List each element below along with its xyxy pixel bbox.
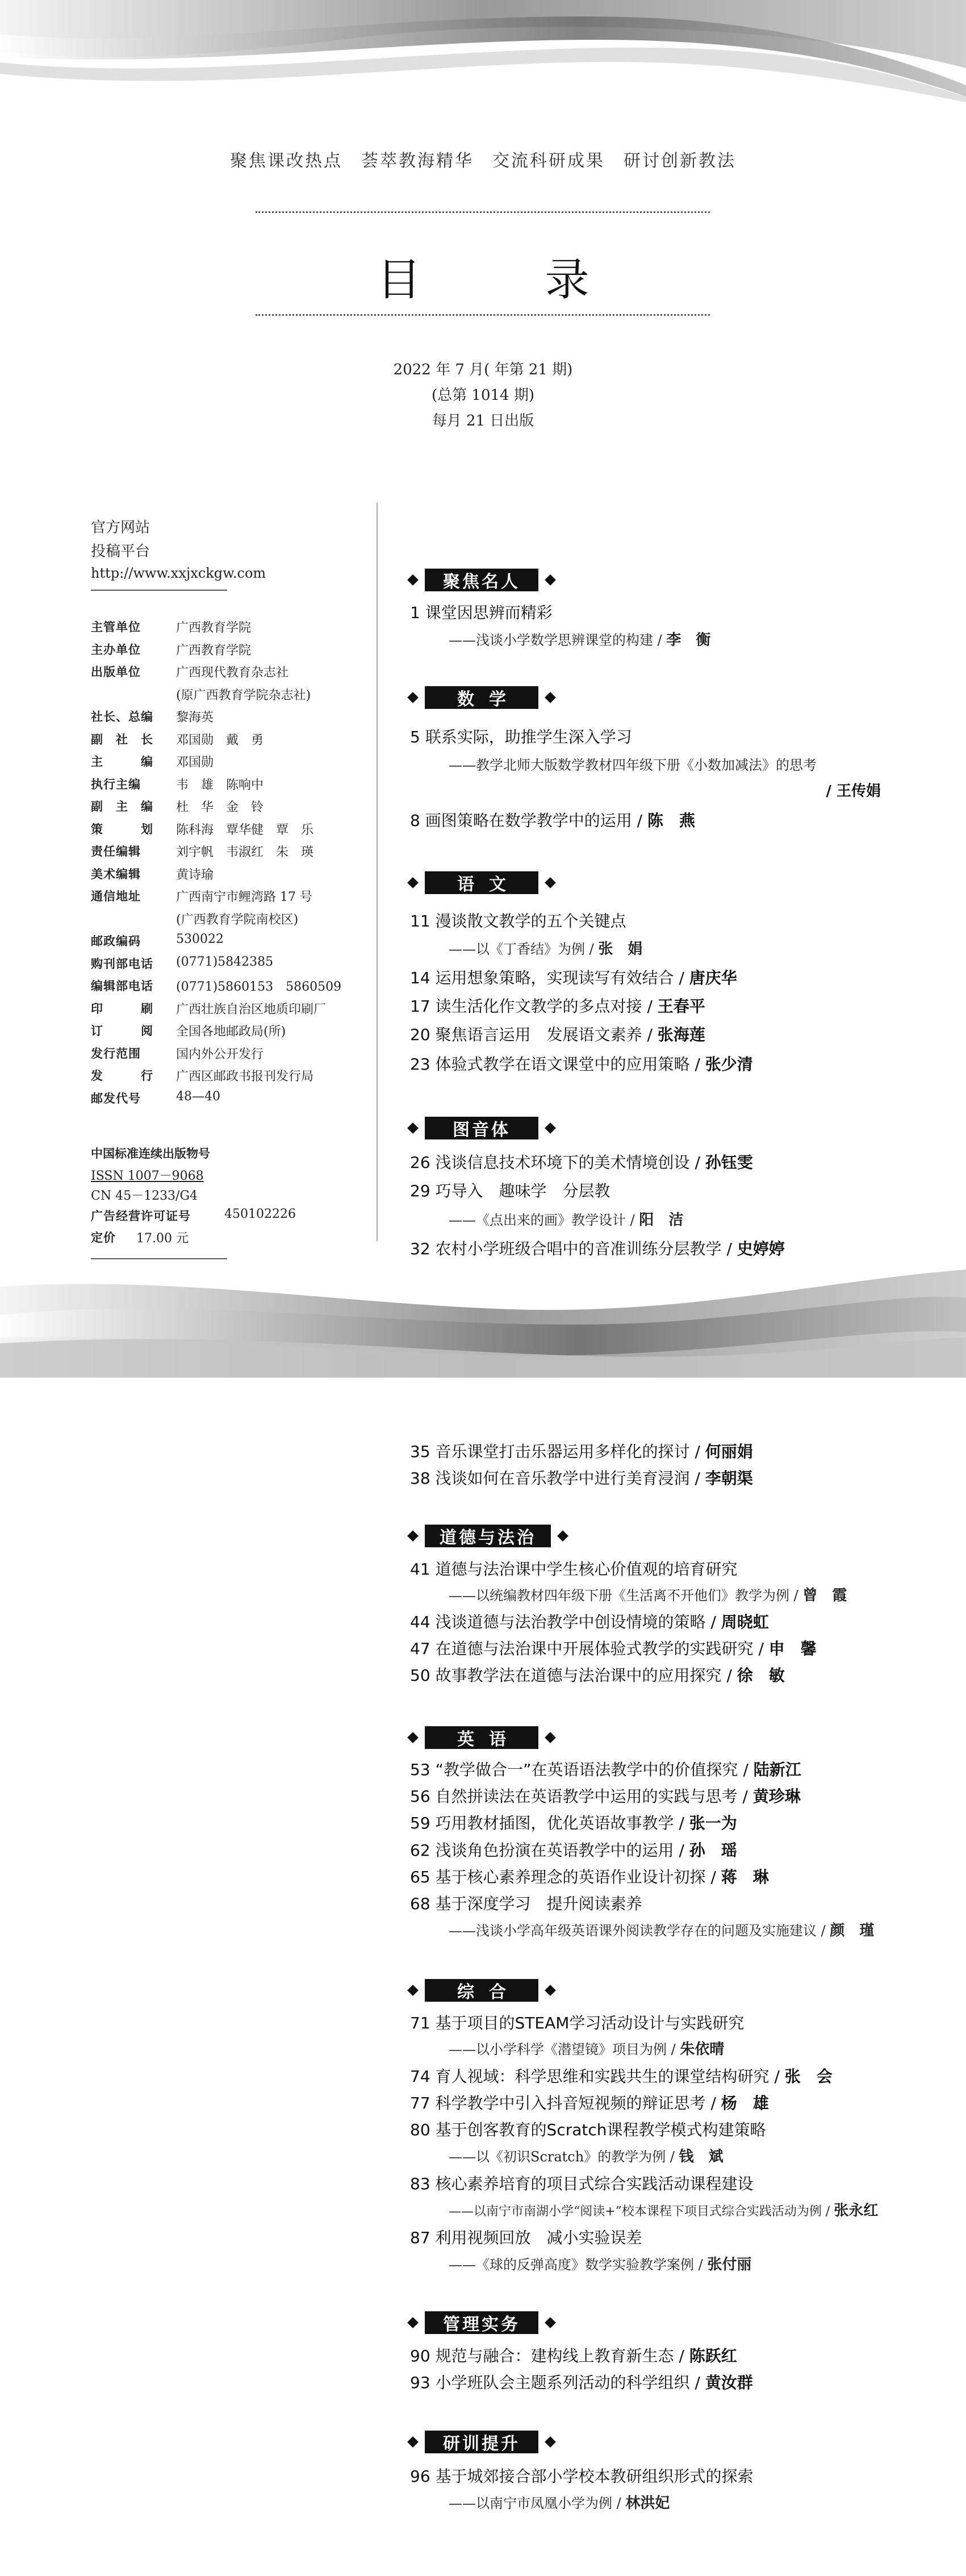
issue-publish: 每月 21 日出版: [432, 412, 534, 429]
diamond-icon: [545, 692, 556, 703]
section-header-ethics: 道德与法治: [409, 1523, 567, 1549]
toc-item[interactable]: 23 体验式教学在语文课堂中的应用策略 / 张少清: [410, 1055, 753, 1074]
masthead-row: [91, 663, 288, 680]
masthead-row-label: 社长、总编: [91, 710, 153, 724]
diamond-icon: [557, 1530, 568, 1542]
diamond-icon: [545, 574, 556, 586]
price-row: [91, 1229, 189, 1246]
masthead-row-value: 全国各地邮政局(所): [176, 1025, 286, 1039]
masthead-row-value: 韦 雄 陈响中: [176, 778, 264, 792]
slogan: 聚焦课改热点 荟萃教海精华 交流科研成果 研讨创新教法: [230, 151, 736, 171]
masthead-divider: [91, 590, 227, 591]
masthead-row-value: 邓国勋 戴 勇: [176, 733, 264, 748]
site-url[interactable]: http://www.xxjxckgw.com: [91, 565, 266, 581]
toc-item[interactable]: 5 联系实际，助推学生深入学习: [410, 728, 632, 746]
toc-item[interactable]: 87 利用视频回放 减小实验误差: [410, 2228, 642, 2247]
serial-label: 中国标准连续出版物号: [91, 1147, 210, 1160]
masthead-row-value: (广西教育学院南校区): [176, 912, 299, 927]
toc-item[interactable]: 41 道德与法治课中学生核心价值观的培育研究: [410, 1560, 738, 1579]
masthead-row-label: 美术编辑: [91, 867, 141, 881]
ad-license-row: [91, 1207, 296, 1224]
masthead-row-value: 广西教育学院: [176, 643, 252, 658]
masthead-row-label: [91, 686, 176, 703]
masthead-row-value: 48—40: [176, 1089, 220, 1104]
masthead-row: [91, 1045, 264, 1062]
section-header-chinese: 语文: [409, 870, 554, 896]
toc-item[interactable]: 83 核心素养培育的项目式综合实践活动课程建设: [410, 2174, 754, 2193]
toc-item[interactable]: 38 浅谈如何在音乐教学中进行美育浸润 / 李朝渠: [410, 1469, 753, 1488]
masthead-row-value: 广西区邮政书报刊发行局: [176, 1070, 314, 1084]
toc-subtitle: ——《球的反弹高度》数学实验教学案例 / 张付丽: [449, 2256, 752, 2273]
toc-item[interactable]: 11 漫谈散文教学的五个关键点: [410, 912, 626, 930]
diamond-icon: [407, 692, 419, 703]
masthead-row-value: 广西教育学院: [176, 621, 252, 635]
section-header-management: 管理实务: [409, 2310, 554, 2336]
masthead-row-value: 广西南宁市鲤湾路 17 号: [176, 890, 312, 904]
masthead-row: [91, 1067, 313, 1084]
masthead-row-value: 国内外公开发行: [176, 1047, 264, 1062]
masthead-row-label: [91, 910, 176, 928]
masthead-row: [91, 820, 313, 838]
masthead-row-label: 出版单位: [91, 665, 141, 679]
diamond-icon: [545, 2317, 556, 2328]
toc-item[interactable]: 96 基于城郊接合部小学校本教研组织形式的探索: [410, 2467, 754, 2486]
toc-item[interactable]: 68 基于深度学习 提升阅读素养: [410, 1894, 642, 1913]
masthead-row: [91, 955, 273, 972]
masthead-row-label: 通信地址: [91, 890, 141, 903]
masthead-row: [91, 708, 214, 725]
diamond-icon: [407, 2317, 419, 2328]
diamond-icon: [407, 1985, 419, 1996]
masthead-row-label: 购刊部电话: [91, 957, 153, 971]
toc-item[interactable]: 17 读生活化作文教学的多点对接 / 王春平: [410, 997, 705, 1016]
masthead-row-value: 刘宇帆 韦淑红 朱 瑛: [176, 845, 314, 859]
masthead-row-label: 发行范围: [91, 1046, 141, 1061]
toc-item[interactable]: 14 运用想象策略，实现读写有效结合 / 唐庆华: [410, 968, 737, 987]
diamond-icon: [407, 877, 419, 888]
submission-label: 投稿平台: [91, 543, 150, 560]
diamond-icon: [407, 1122, 419, 1134]
dotted-divider-bottom: [256, 314, 710, 316]
diamond-icon: [545, 1122, 556, 1134]
toc-item[interactable]: 71 基于项目的STEAM学习活动设计与实践研究: [410, 2014, 745, 2032]
official-site-label: 官方网站: [91, 519, 150, 536]
diamond-icon: [545, 2436, 556, 2448]
toc-subtitle: ——《点出来的画》教学设计 / 阳 洁: [449, 1212, 684, 1229]
dotted-divider-top: [256, 211, 710, 213]
section-header-arts: 图音体: [409, 1115, 554, 1141]
masthead-row: [91, 618, 251, 636]
masthead-row: [91, 775, 264, 793]
diamond-icon: [545, 1985, 556, 1996]
masthead-row-label: 印 刷: [91, 1001, 153, 1016]
masthead-row-label: 发 行: [91, 1069, 153, 1083]
toc-item[interactable]: 20 聚焦语言运用 发展语文素养 / 张海莲: [410, 1025, 705, 1044]
masthead-row-value: 陈科海 覃华健 覃 乐: [176, 823, 314, 837]
toc-subtitle: ——以南宁市南湖小学“阅读+”校本课程下项目式综合实践活动为例 / 张永红: [449, 2202, 879, 2219]
masthead-row-value: 黄诗瑜: [176, 867, 214, 882]
toc-item[interactable]: 44 浅谈道德与法治教学中创设情境的策略 / 周晓虹: [410, 1613, 769, 1631]
masthead-row-label: 副 主 编: [91, 800, 153, 813]
diamond-icon: [407, 1530, 419, 1542]
section-header-training: 研训提升: [409, 2429, 554, 2455]
toc-item[interactable]: 80 基于创客教育的Scratch课程教学模式构建策略: [410, 2120, 766, 2139]
toc-subtitle: ——浅谈小学数学思辨课堂的构建 / 李 衡: [449, 632, 711, 649]
masthead-row-label: 策 划: [91, 822, 153, 836]
toc-item[interactable]: 50 故事教学法在道德与法治课中的应用探究 / 徐 敏: [410, 1666, 785, 1685]
toc-page-2: [0, 1377, 966, 2576]
masthead-row-label: 主管单位: [91, 620, 141, 634]
diamond-icon: [545, 1732, 556, 1743]
masthead-row: [91, 753, 214, 770]
issn: ISSN 1007－9068: [91, 1169, 204, 1183]
toc-item[interactable]: 59 巧用教材插图，优化英语故事教学 / 张一为: [410, 1814, 737, 1832]
masthead-row-value: (0771)5842385: [176, 954, 274, 969]
toc-item[interactable]: 56 自然拼读法在英语教学中运用的实践与思考 / 黄珍琳: [410, 1787, 801, 1806]
toc-item[interactable]: 29 巧导入 趣味学 分层教: [410, 1181, 610, 1200]
masthead-row-label: 主办单位: [91, 642, 141, 657]
toc-subtitle: ——教学北师大版数学教材四年级下册《小数加减法》的思考: [449, 757, 817, 773]
masthead-row-value: (0771)5860153 5860509: [176, 980, 342, 994]
price-label: 定价: [91, 1231, 116, 1245]
cn-number: CN 45－1233/G4: [91, 1189, 198, 1203]
masthead-row-value: (原广西教育学院杂志社): [176, 688, 311, 703]
toc-item[interactable]: 1 课堂因思辨而精彩: [410, 603, 553, 622]
masthead-row-label: 邮政编码: [91, 934, 141, 948]
issue-total: (总第 1014 期): [432, 387, 534, 404]
toc-item[interactable]: 26 浅谈信息技术环境下的美术情境创设 / 孙钰雯: [410, 1153, 753, 1172]
masthead-row-label: 副 社 长: [91, 732, 153, 746]
masthead-row: [91, 1000, 326, 1017]
section-header-math: 数学: [409, 684, 554, 711]
masthead-row-value: 黎海英: [176, 711, 214, 725]
masthead-row-label: 主 编: [91, 755, 153, 769]
masthead-row: [91, 842, 313, 860]
toc-subtitle: ——以《初识Scratch》的教学为例 / 钱 斌: [449, 2148, 724, 2165]
page-title: 目 录: [377, 254, 629, 306]
masthead-row-value: 邓国勋: [176, 755, 214, 770]
masthead-row: [91, 1089, 220, 1107]
masthead-row: [91, 977, 341, 995]
wave-banner-bottom: [0, 1270, 966, 1377]
section-header-english: 英语: [409, 1725, 554, 1751]
masthead-row: [91, 686, 311, 703]
section-header-comprehensive: 综合: [409, 1977, 554, 2003]
masthead-row-value: 杜 华 金 铃: [176, 800, 264, 815]
toc-item[interactable]: 65 基于核心素养理念的英语作业设计初探 / 蒋 琳: [410, 1868, 769, 1886]
ad-license-label: 广告经营许可证号: [91, 1209, 191, 1223]
toc-author: / 王传娟: [826, 783, 881, 800]
column-divider: [377, 503, 378, 1241]
masthead-row-label: 执行主编: [91, 777, 141, 791]
toc-subtitle: ——以《丁香结》为例 / 张 娟: [449, 941, 643, 958]
ad-license-value: 450102226: [224, 1207, 296, 1221]
masthead-row: [91, 865, 214, 883]
masthead-row: [91, 798, 264, 815]
masthead-row-label: 订 阅: [91, 1024, 153, 1038]
toc-item[interactable]: 77 科学教学中引入抖音短视频的辩证思考 / 杨 雄: [410, 2094, 769, 2112]
masthead-row: [91, 887, 312, 905]
toc-item[interactable]: 62 浅谈角色扮演在英语教学中的运用 / 孙 瑶: [410, 1841, 737, 1860]
masthead-row-label: 责任编辑: [91, 845, 141, 858]
masthead-row: [91, 730, 264, 748]
price-value: 17.00 元: [136, 1231, 189, 1246]
toc-item[interactable]: 74 育人视域：科学思维和实践共生的课堂结构研究 / 张 会: [410, 2067, 833, 2086]
diamond-icon: [407, 1732, 419, 1743]
masthead-row-label: 邮发代号: [91, 1091, 141, 1105]
toc-subtitle: ——以南宁市凤凰小学为例 / 林洪妃: [449, 2495, 670, 2512]
masthead-row: [91, 932, 224, 949]
wave-banner-top: [0, 0, 966, 108]
masthead-row-value: 530022: [176, 932, 224, 946]
toc-item[interactable]: 47 在道德与法治课中开展体验式教学的实践研究 / 申 馨: [410, 1639, 817, 1658]
toc-item[interactable]: 8 画图策略在数学教学中的运用 / 陈 燕: [410, 811, 695, 830]
section-header-famous: 聚焦名人: [409, 567, 554, 593]
toc-subtitle: ——浅谈小学高年级英语课外阅读教学存在的问题及实施建议 / 颜 瑾: [449, 1922, 875, 1939]
toc-item[interactable]: 93 小学班队会主题系列活动的科学组织 / 黄汝群: [410, 2373, 753, 2392]
diamond-icon: [407, 574, 419, 586]
issue-date: 2022 年 7 月( 年第 21 期): [393, 361, 573, 378]
masthead-row-value: 广西壮族自治区地质印刷厂: [176, 1002, 327, 1017]
diamond-icon: [407, 2436, 419, 2448]
toc-item[interactable]: 32 农村小学班级合唱中的音准训练分层教学 / 史婷婷: [410, 1239, 785, 1258]
masthead-row: [91, 641, 251, 658]
toc-item[interactable]: 90 规范与融合：建构线上教育新生态 / 陈跃红: [410, 2347, 737, 2365]
masthead-row-label: 编辑部电话: [91, 979, 153, 993]
toc-item[interactable]: 53 “教学做合一”在英语语法教学中的价值探究 / 陆新江: [410, 1760, 801, 1779]
masthead-row: [91, 910, 298, 928]
toc-item[interactable]: 35 音乐课堂打击乐器运用多样化的探讨 / 何丽娟: [410, 1442, 753, 1461]
masthead-divider-bottom: [91, 1258, 227, 1259]
diamond-icon: [545, 877, 556, 888]
toc-subtitle: ——以统编教材四年级下册《生活离不开他们》教学为例 / 曾 霞: [449, 1587, 847, 1604]
masthead-row: [91, 1022, 286, 1039]
toc-subtitle: ——以小学科学《潜望镜》项目为例 / 朱依晴: [449, 2041, 725, 2058]
masthead-row-value: 广西现代教育杂志社: [176, 666, 289, 680]
